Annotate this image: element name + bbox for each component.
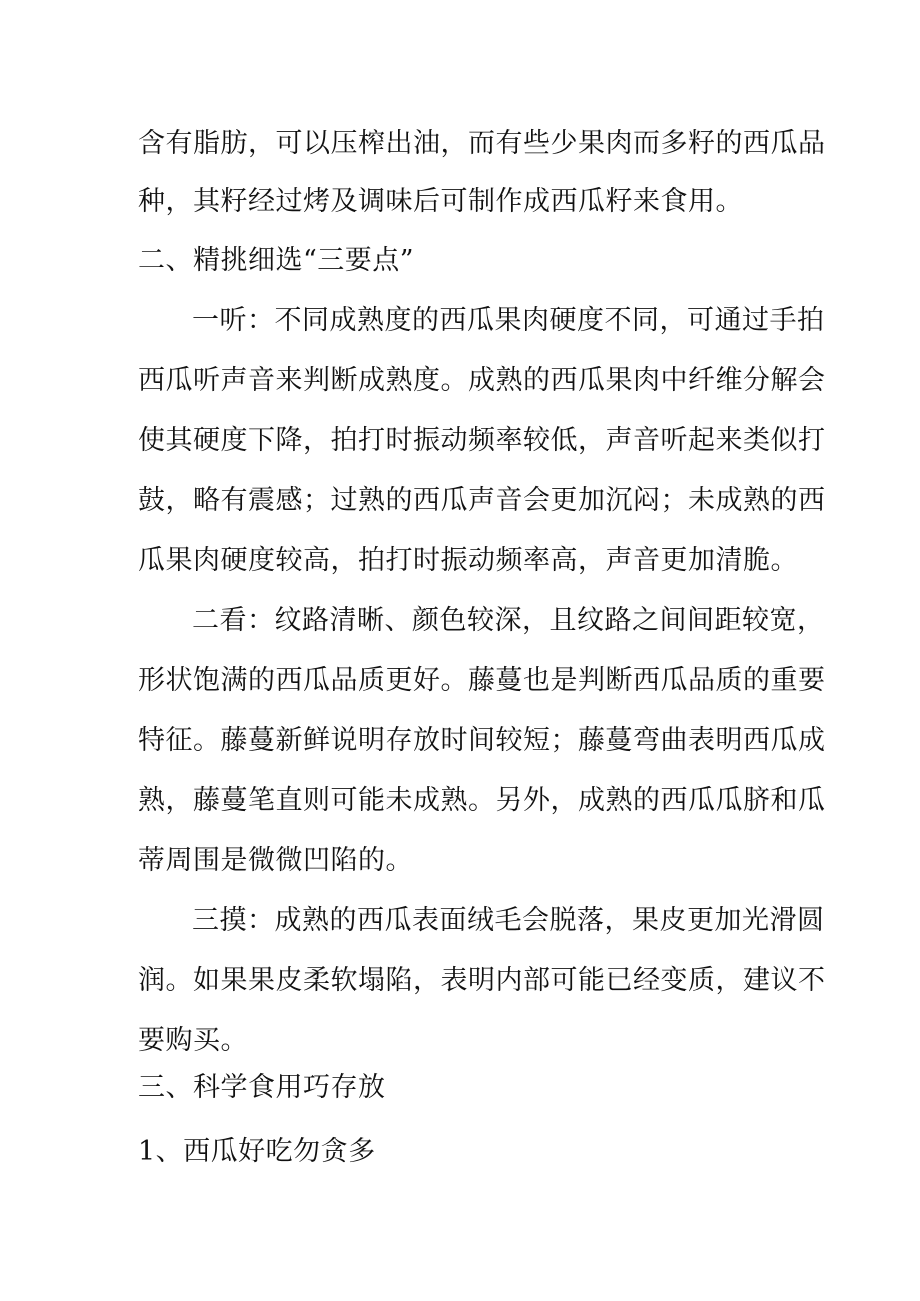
touch-paragraph-line-1: 三摸：成熟的西瓜表面绒毛会脱落，果皮更加光滑圆: [192, 905, 825, 936]
touch-paragraph-line-3: 要购买。: [138, 1025, 248, 1056]
listen-paragraph-line-1: 一听：不同成熟度的西瓜果肉硬度不同，可通过手拍: [192, 305, 825, 336]
look-paragraph-line-3: 特征。藤蔓新鲜说明存放时间较短；藤蔓弯曲表明西瓜成: [138, 725, 826, 756]
section-heading-2: 二、精挑细选“三要点”: [138, 245, 415, 276]
intro-line-1: 含有脂肪，可以压榨出油，而有些少果肉而多籽的西瓜品: [138, 128, 826, 159]
look-paragraph-line-5: 蒂周围是微微凹陷的。: [138, 845, 413, 876]
look-paragraph-line-1: 二看：纹路清晰、颜色较深，且纹路之间间距较宽，: [192, 605, 825, 636]
listen-paragraph-line-5: 瓜果肉硬度较高，拍打时振动频率高，声音更加清脆。: [138, 545, 798, 576]
section-heading-3: 三、科学食用巧存放: [138, 1072, 386, 1103]
touch-paragraph-line-2: 润。如果果皮柔软塌陷，表明内部可能已经变质，建议不: [138, 965, 826, 996]
listen-paragraph-line-4: 鼓，略有震感；过熟的西瓜声音会更加沉闷；未成熟的西: [138, 485, 826, 516]
intro-line-2: 种，其籽经过烤及调味后可制作成西瓜籽来食用。: [138, 186, 743, 217]
look-paragraph-line-4: 熟，藤蔓笔直则可能未成熟。另外，成熟的西瓜瓜脐和瓜: [138, 785, 826, 816]
listen-paragraph-line-2: 西瓜听声音来判断成熟度。成熟的西瓜果肉中纤维分解会: [138, 365, 826, 396]
listen-paragraph-line-3: 使其硬度下降，拍打时振动频率较低，声音听起来类似打: [138, 425, 826, 456]
subheading-1: 1、西瓜好吃勿贪多: [138, 1136, 376, 1167]
look-paragraph-line-2: 形状饱满的西瓜品质更好。藤蔓也是判断西瓜品质的重要: [138, 665, 826, 696]
